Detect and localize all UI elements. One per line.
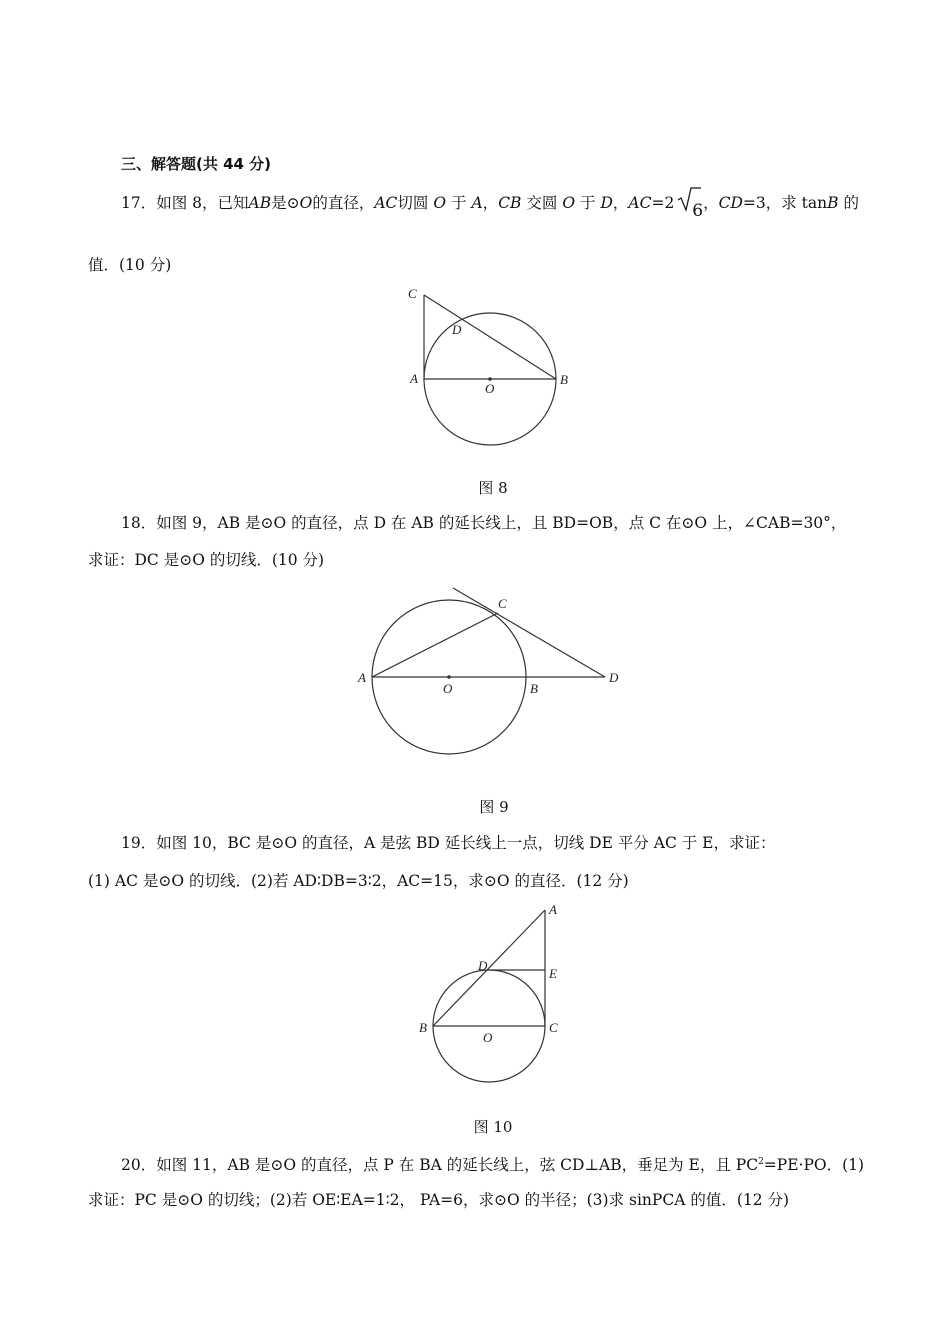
label-O: O (483, 1030, 493, 1045)
q20-line2: 求证：PC 是⊙O 的切线；(2)若 OE∶EA=1∶2， PA=6，求⊙O 的半径；(3)求 sinPCA 的值．(12 分) (88, 1191, 790, 1209)
center-dot (447, 675, 451, 679)
q17-var: AC (628, 194, 652, 212)
secant-CB (424, 295, 556, 379)
figure-9-caption: 图 9 (479, 798, 509, 816)
label-A: A (358, 670, 366, 685)
label-C: C (408, 286, 417, 301)
label-O: O (443, 681, 453, 696)
label-B: B (530, 681, 538, 696)
q17-text: 的 (843, 194, 859, 212)
q17-var: CB (498, 194, 522, 212)
q20-line1 (121, 1151, 864, 1176)
label-A: A (549, 902, 557, 917)
q17-line1 (121, 192, 859, 221)
figure-8 (400, 280, 580, 450)
q20-text: 20．如图 11，AB 是⊙O 的直径，点 P 在 BA 的延长线上，弦 CD⊥AB，垂足为 E，且 PC (121, 1156, 759, 1175)
q17-text: 17．如图 8，已知 (121, 194, 249, 212)
q17-var: B (827, 194, 839, 212)
q17-text: ， (482, 194, 499, 212)
q17-text: 于 (451, 194, 467, 212)
q17-var: O (562, 194, 576, 212)
q17-text: ， (703, 194, 719, 212)
figure-8-caption: 图 8 (478, 479, 508, 497)
label-D: D (609, 670, 619, 685)
tangent-DC (453, 588, 605, 677)
q17-var: AB (248, 194, 272, 212)
q19-line1: 19．如图 10，BC 是⊙O 的直径，A 是弦 BD 延长线上一点，切线 DE 平分 AC 于 E，求证： (121, 834, 776, 852)
q17-var: AC (374, 194, 398, 212)
section-heading: 三、解答题(共 44 分) (121, 155, 272, 173)
figure-9 (350, 580, 640, 770)
sqrt-radicand: 6 (692, 201, 704, 221)
label-B: B (419, 1020, 427, 1035)
q17-text: =3，求 tan (742, 194, 828, 212)
label-A: A (410, 371, 418, 386)
q17-text: =2 (651, 194, 675, 212)
q18-line2: 求证：DC 是⊙O 的切线．(10 分) (88, 551, 325, 569)
q17-text: 交圆 (526, 194, 558, 212)
figure-10 (412, 898, 572, 1093)
label-B: B (560, 372, 568, 387)
q17-text: 切圆 (397, 194, 429, 212)
label-E: E (549, 966, 557, 981)
q17-text: ， (612, 194, 629, 212)
q17-var: A (471, 194, 483, 212)
q17-text: 是⊙ (271, 194, 300, 212)
label-C: C (498, 596, 507, 611)
q19-line2: (1) AC 是⊙O 的切线．(2)若 AD∶DB=3∶2，AC=15，求⊙O 的直径．(12 分) (88, 872, 629, 890)
q18-line1: 18．如图 9，AB 是⊙O 的直径，点 D 在 AB 的延长线上，且 BD=OB，点 C 在⊙O 上，∠CAB=30°， (121, 514, 847, 532)
sqrt-sign (677, 186, 701, 212)
figure-10-caption: 图 10 (473, 1118, 513, 1136)
label-D: D (452, 322, 462, 337)
q20-text: =PE·PO．(1) (763, 1156, 865, 1175)
label-O: O (485, 381, 495, 396)
q17-line2: 值．(10 分) (88, 256, 172, 274)
q17-var: O (299, 194, 313, 212)
q17-var: CD (718, 194, 743, 212)
q17-var: D (600, 194, 613, 212)
label-D: D (478, 958, 488, 973)
chord-AC (372, 613, 498, 677)
q17-var: O (433, 194, 447, 212)
q17-text: 的直径， (312, 194, 375, 212)
line-BA (433, 910, 545, 1026)
q20-superscript: 2 (758, 1157, 764, 1167)
q17-text: 于 (579, 194, 596, 212)
label-C: C (549, 1020, 558, 1035)
sqrt-symbol (679, 200, 703, 222)
